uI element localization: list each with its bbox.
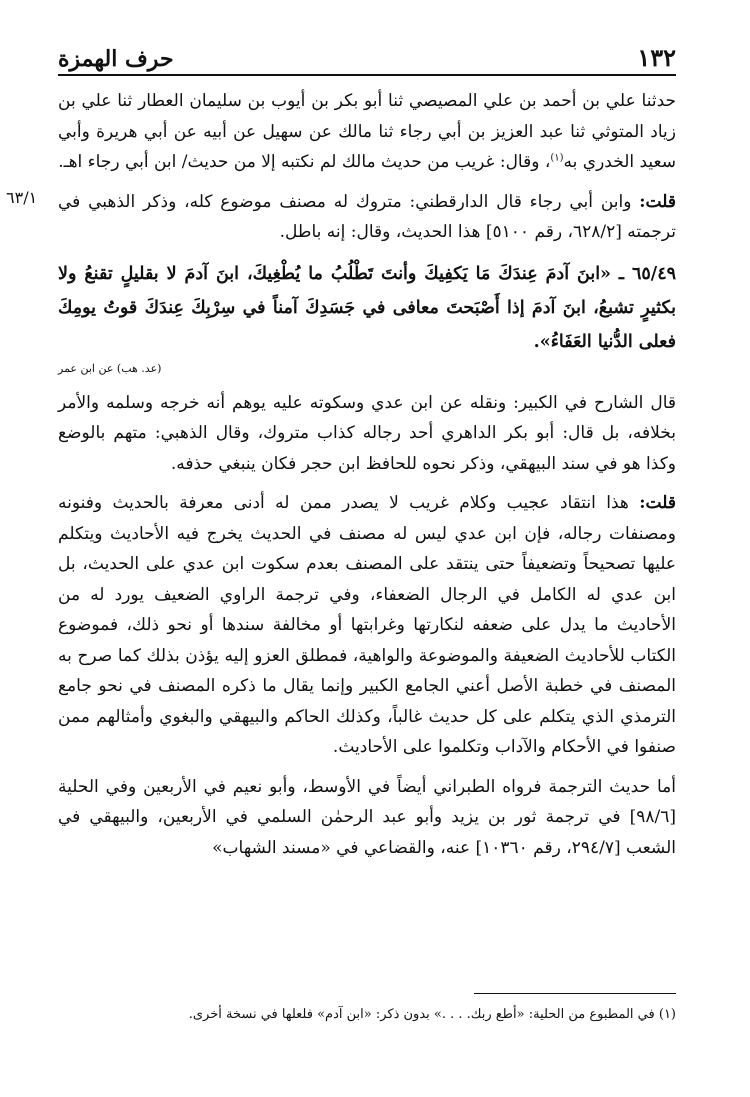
spacer [58,479,676,488]
footnote-text: في المطبوع من الحلية: «أطع ربك. . . .» بدون ذكر: «ابن آدم» فلعلها في نسخة أخرى. [188,1007,655,1022]
hadith-text: ٦٥/٤٩ ـ «ابنَ آدمَ عِندَكَ مَا يَكفِيكَ وأنتَ تَطْلُبُ ما يُطْغِيكَ، ابنَ آدمَ لا بقليلٍ تقنعُ ولا بكثيرٍ تشبعُ، ابنَ آدمَ إذا أَصْبَحتَ معافى في جَسَدِكَ آمناً في سِرْبِكَ عِندَكَ قوتُ يومِكَ فعلى الدُّنيا العَفَاءُ». [58,263,676,352]
footnote-rule [474,993,676,994]
spacer [58,178,676,187]
footnote-reference: (١) [550,152,564,164]
hadith-source: (عد. هب) عن ابن عمر [58,361,162,375]
spacer [58,248,676,257]
qult-label: قلت: [639,191,676,212]
footnote [58,1006,676,1024]
comment-text: هذا انتقاد عجيب وكلام غريب لا يصدر ممن له أدنى معرفة بالحديث وفنونه ومصنفات رجاله، فإن ابن عدي ليس له مصنف في الحديث يخرج فيه الأحاديث ويتكلم عليها تصحيحاً وتضعيفاً حتى ينتقد على المصنف بعدم سكوت ابن عدي على الحديث، بل ابن عدي له الكامل في الرجال الضعفاء، وفي ترجمة الراوي الضعيف يورد له من الأحاديث ما يدل على ضعفه لنكارتها وغرابتها أو مخالفة سندها أو نحو ذلك، فموضوع الكتاب للأحاديث الضعيفة والموضوعة والواهية، فمطلق العزو إليه يؤذن بذلك كما صرح به المصنف في خطبة الأصل أعني الجامع الكبير وإنما يقال ما ذكره المصنف في نحو جامع الترمذي الذي يتكلم على كل حديث غالباً، وكذلك الحاكم والبيهقي والبغوي وأمثالهم ممن صنفوا في الأحكام والآداب وتكلموا على الأحاديث. [58,493,676,757]
chapter-title: حرف الهمزة [58,46,174,72]
main-text [58,86,676,863]
spacer [58,379,676,388]
qult-label: قلت: [639,493,676,513]
header-rule [58,74,676,76]
footnote-number: (١) [658,1007,676,1022]
page-number: ١٣٢ [637,43,676,72]
paragraph-comment-2 [58,488,676,763]
margin-page-marker: ٦٣/١ [6,188,38,207]
page-header [58,38,676,72]
comment-text: وابن أبي رجاء قال الدارقطني: متروك له مصنف موضوع كله، وذكر الذهبي في ترجمته [٦٢٨/٢، رقم ٥١٠٠] هذا الحديث، وقال: إنه باطل. [58,191,676,242]
isnad-text-end: ، وقال: غريب من حديث مالك لم نكتبه إلا من حديث/ ابن أبي رجاء اهـ. [58,152,551,172]
spacer [58,763,676,772]
paragraph-commentary: قال الشارح في الكبير: ونقله عن ابن عدي وسكوته عليه يوهم أنه خرجه وسلمه والأمر بخلافه، بل قال: أبو بكر الداهري أحد رجاله كذاب متروك، وقال الذهبي: متهم بالوضع وكذا هو في سند البيهقي، وذكر نحوه للحافظ ابن حجر فكان ينبغي حذفه. [58,392,676,474]
isnad-text: حدثنا علي بن أحمد بن علي المصيصي ثنا أبو بكر بن أيوب بن سليمان العطار ثنا علي بن زياد المتوثي ثنا عبد العزيز بن أبي رجاء ثنا مالك عن سهيل عن أبيه عن أبي هريرة وأبي سعيد الخدري به [58,91,676,172]
paragraph-isnad [58,86,676,178]
paragraph-sources: أما حديث الترجمة فرواه الطبراني أيضاً في الأوسط، وأبو نعيم في الأربعين وفي الحلية [٩٨/٦] في ترجمة ثور بن يزيد وأبو عبد الرحمٰن السلمي في الأربعين، والبيهقي في الشعب [٢٩٤/٧، رقم ١٠٣٦٠] عنه، والقضاعي في «مسند الشهاب» [58,776,676,858]
paragraph-comment-1 [58,187,676,248]
